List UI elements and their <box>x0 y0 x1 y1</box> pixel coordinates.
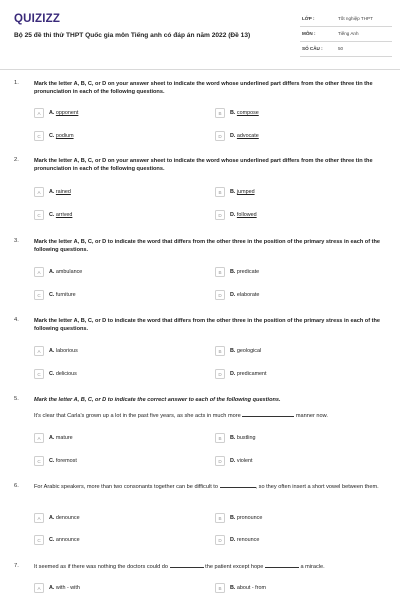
option-word: compose <box>236 110 259 116</box>
question-number: 6. <box>14 483 19 489</box>
option-badge: A <box>34 583 44 593</box>
option-word: predicate <box>236 269 260 275</box>
option-word: advocate <box>236 133 259 139</box>
option-word: opponent <box>55 110 79 116</box>
option-word: arrived <box>55 212 73 218</box>
option-word: rained <box>55 189 71 195</box>
option-word: ambulance <box>55 269 83 275</box>
answer-blank <box>242 412 294 417</box>
answer-blank <box>265 563 299 568</box>
question-number: 1. <box>14 80 19 86</box>
option-word: renounce <box>236 537 260 543</box>
option-word: pronounce <box>236 515 263 521</box>
option-badge: A <box>34 346 44 356</box>
option-word: mature <box>55 435 73 441</box>
option-badge: A <box>34 267 44 277</box>
option-word: podium <box>55 133 74 139</box>
option-word: jumped <box>236 189 255 195</box>
meta-value: Tiếng Anh <box>338 31 359 36</box>
meta-row-subject <box>300 27 392 42</box>
option-badge: D <box>215 456 225 466</box>
question-number: 3. <box>14 238 19 244</box>
option-word: geological <box>236 348 262 354</box>
option-word: laborious <box>55 348 78 354</box>
question-sentence: For Arabic speakers, more than two consonants together can be difficult to , so they often insert a short vowel between them. <box>34 484 379 490</box>
question-number: 2. <box>14 157 19 163</box>
answer-blank <box>220 483 256 488</box>
option-word: followed <box>236 212 257 218</box>
header-divider <box>0 69 400 70</box>
option-word: about - from <box>236 585 266 591</box>
meta-table <box>300 12 392 57</box>
answer-blank <box>170 563 204 568</box>
option-badge: D <box>215 290 225 300</box>
header <box>0 0 400 70</box>
question-text: Mark the letter A, B, C, or D to indicate the word that differs from the other three in the position of the primary stress in each of the following questions. <box>34 318 381 333</box>
question-text: Mark the letter A, B, C, or D to indicate the word that differs from the other three in the position of the primary stress in each of the following questions. <box>34 239 381 254</box>
meta-value: 50 <box>338 46 344 51</box>
question-number: 4. <box>14 317 19 323</box>
option-badge: B <box>215 513 225 523</box>
option-word: foremost <box>55 458 77 464</box>
option-word: announce <box>55 537 80 543</box>
option-badge: D <box>215 210 225 220</box>
meta-key: LỚP : <box>302 16 315 21</box>
option-word: denounce <box>55 515 80 521</box>
option-badge: A <box>34 513 44 523</box>
option-word: delicious <box>55 371 77 377</box>
option-badge: A <box>34 433 44 443</box>
option-word: violent <box>236 458 253 464</box>
option-badge: B <box>215 583 225 593</box>
option-word: with - with <box>55 585 80 591</box>
question-instruction: Mark the letter A, B, C, or D to indicate the correct answer to each of the following questions. <box>34 397 281 403</box>
question-sentence: It seemed as if there was nothing the doctors could do the patient except hope a miracle. <box>34 564 325 570</box>
option-word: furniture <box>55 292 76 298</box>
meta-row-class <box>300 12 392 27</box>
question-number: 5. <box>14 396 19 402</box>
option-badge: C <box>34 210 44 220</box>
option-badge: A <box>34 187 44 197</box>
option-badge: C <box>34 535 44 545</box>
option-badge: D <box>215 369 225 379</box>
option-word: elaborate <box>236 292 260 298</box>
option-badge: D <box>215 131 225 141</box>
quizizz-logo: QUIZIZZ <box>14 13 61 25</box>
option-badge: C <box>34 290 44 300</box>
question-text: Mark the letter A, B, C, or D on your answer sheet to indicate the word whose underlined part differs from the other three tin the pronunciation in each of the following questions. <box>34 158 373 173</box>
option-badge: B <box>215 433 225 443</box>
option-badge: B <box>215 346 225 356</box>
option-badge: A <box>34 108 44 118</box>
meta-row-count <box>300 42 392 57</box>
option-badge: C <box>34 369 44 379</box>
option-word: predicament <box>236 371 267 377</box>
option-word: bustling <box>236 435 256 441</box>
option-badge: D <box>215 535 225 545</box>
option-badge: C <box>34 456 44 466</box>
question-number: 7. <box>14 563 19 569</box>
option-badge: C <box>34 131 44 141</box>
question-text: Mark the letter A, B, C, or D on your answer sheet to indicate the word whose underlined part differs from the other three tin the pronunciation in each of the following questions. <box>34 81 373 96</box>
meta-key: SỐ CÂU : <box>302 46 323 51</box>
question-sentence: It's clear that Carla's grown up a lot in the past five years, as she acts in much more manner now. <box>34 413 328 419</box>
option-badge: B <box>215 267 225 277</box>
meta-value: Tốt nghiệp THPT <box>338 16 373 21</box>
option-badge: B <box>215 108 225 118</box>
worksheet-page: QUIZIZZ Bộ 25 đề thi thử THPT Quốc gia môn Tiếng anh có đáp án năm 2022 (Đề 13) LỚP : Tốt nghiệp THPT MÔN : Tiếng Anh SỐ CÂU : 50 1. Mark the letter A, B, C, or D on your answer sheet to indicate the word whose underlined part differs from the other three tin the pronunciation in each of the following questions. A A. opponent B B. compose C C. podium D D. advocate 2. Mark the letter A, B, C, or D on your answer sheet to indicate the word whose underlined part differs from the other three tin the pronunciation in each of the following questions. A A. rained B B. jumped C C. arrived D D. followed 3. Mark the letter A, B, C, or D to indicate the word that differs from the other three in the position of the primary stress in each of the following questions. A A. ambulance B B. predicate C C. furniture D D. elaborate 4. Mark the letter A, B, C, or D to indicate the word that differs from the other three in the position of the primary stress in each of the following questions. A A. laborious B B. geological C C. delicious D D. predicament 5. Mark the letter A, B, C, or D to indicate the correct answer to each of the following questions. It's clear that Carla's grown up a lot in the past five years, as she acts in much more manner now. A A. mature B B. bustling C C. foremost D D. violent 6. For Arabic speakers, more than two consonants together can be difficult to , so they often insert a short vowel between them. A A. denounce B B. pronounce C C. announce D D. renounce 7. It seemed as if there was nothing the doctors could do the patient except hope a miracle. A A. with - with B B. about - from <box>0 0 400 600</box>
option-badge: B <box>215 187 225 197</box>
meta-key: MÔN : <box>302 31 316 36</box>
document-title: Bộ 25 đề thi thử THPT Quốc gia môn Tiếng anh có đáp án năm 2022 (Đề 13) <box>14 32 251 39</box>
